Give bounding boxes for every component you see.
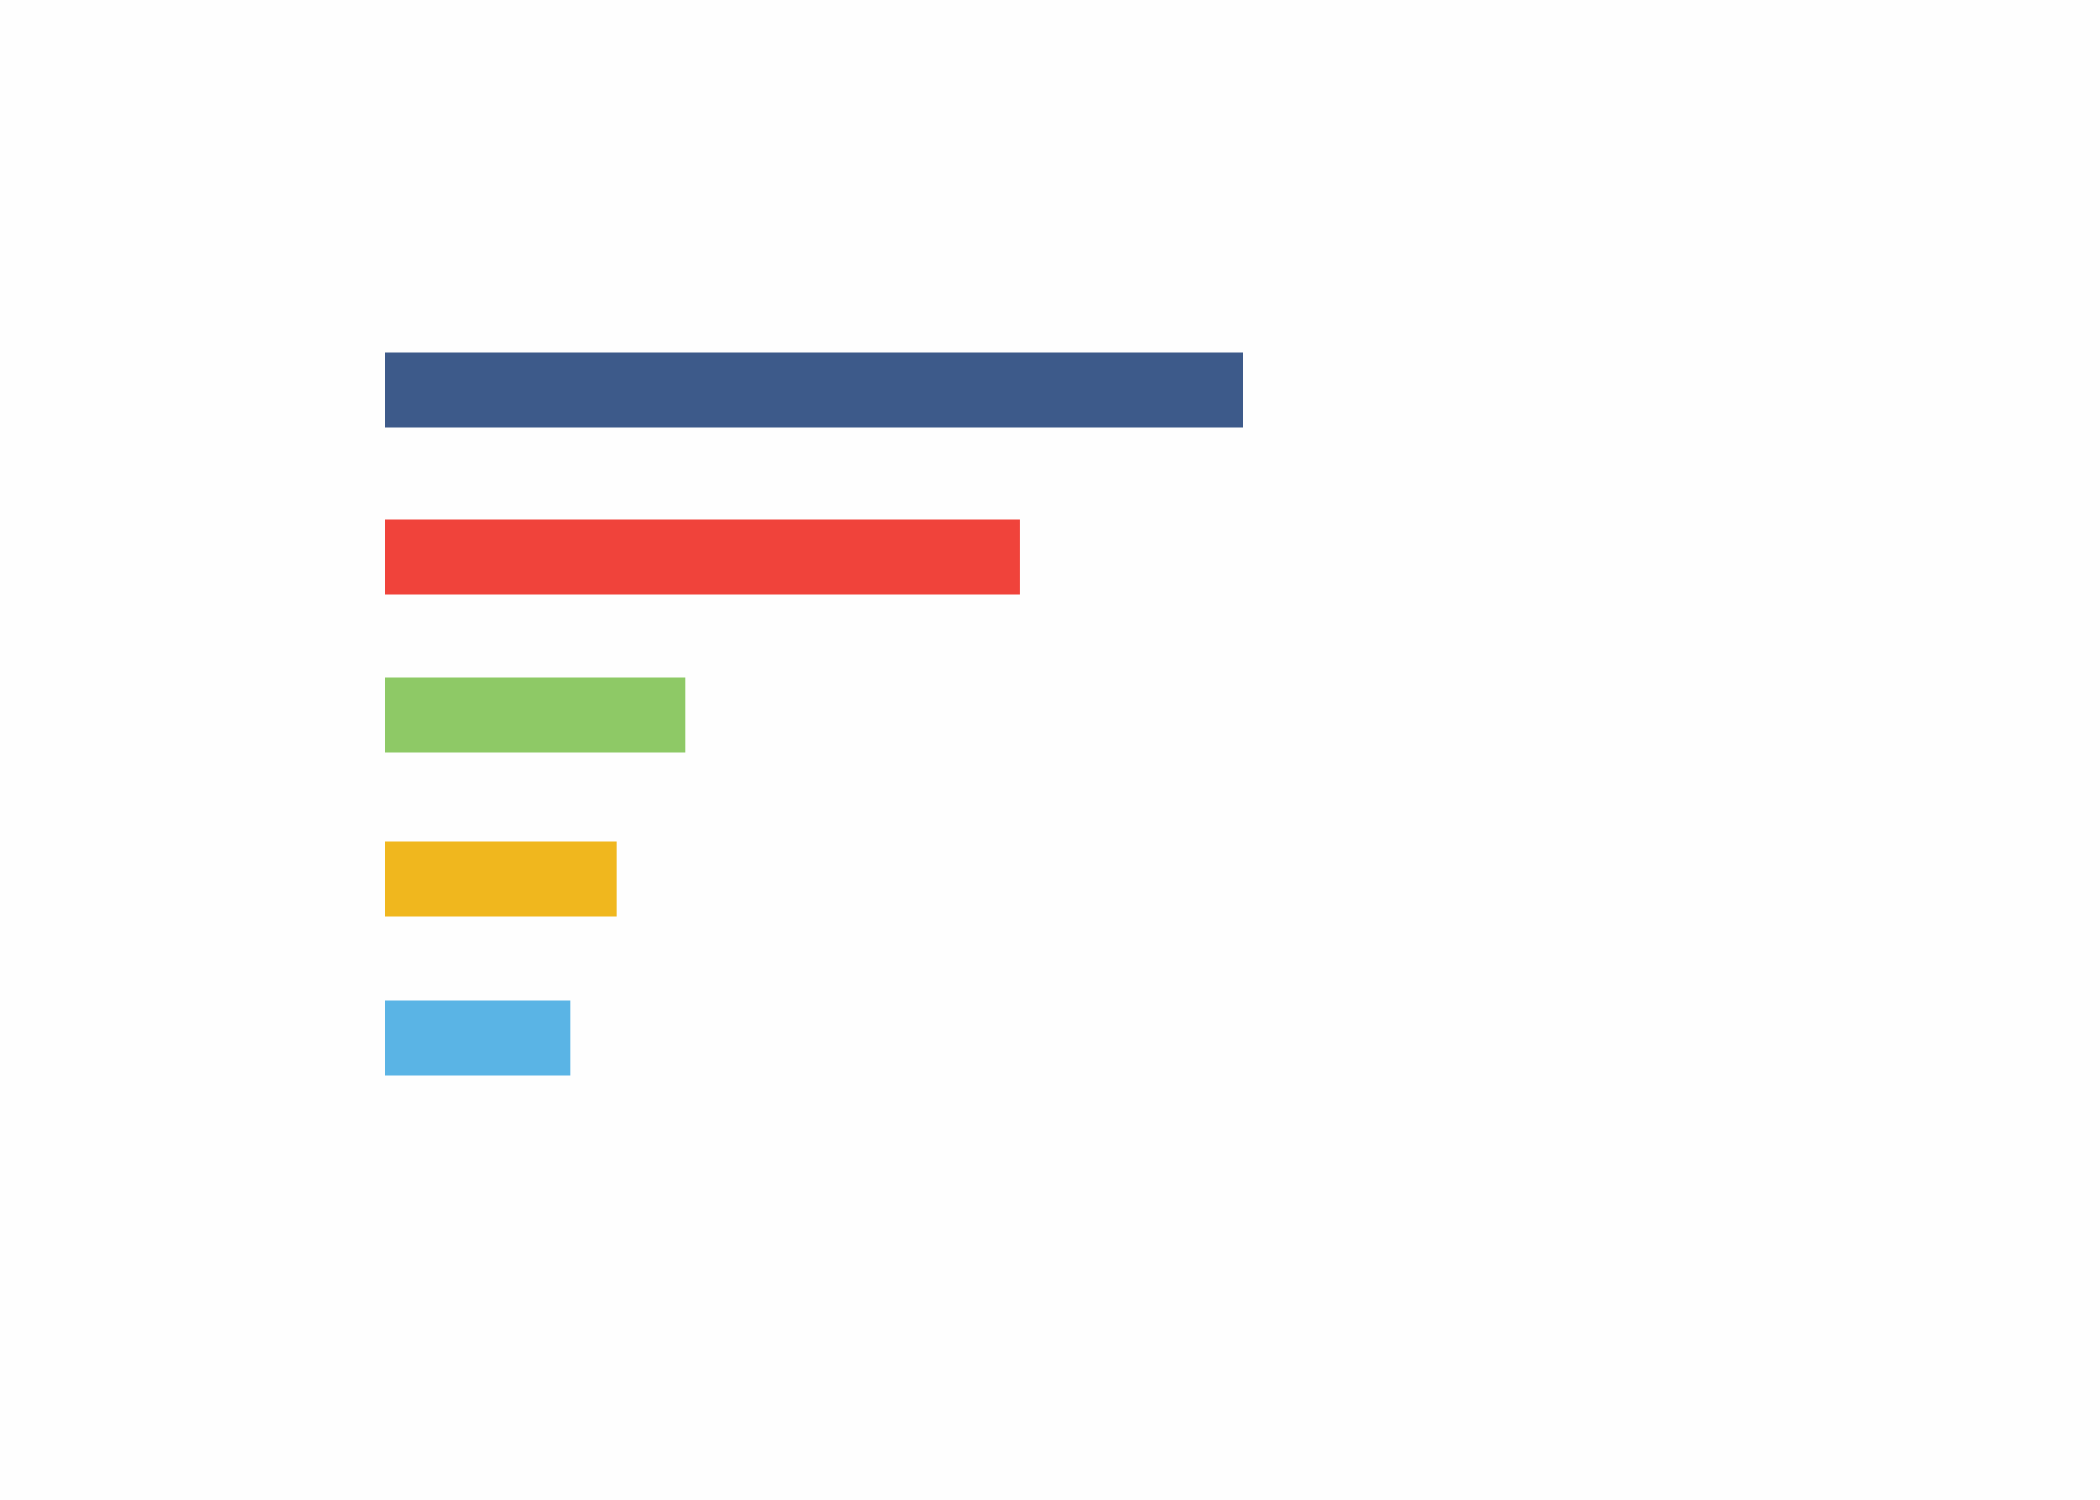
bar-3	[385, 678, 685, 753]
bar-4	[385, 842, 617, 917]
bar-5	[385, 1001, 570, 1076]
bar-2	[385, 520, 1020, 595]
bar-1	[385, 353, 1243, 428]
